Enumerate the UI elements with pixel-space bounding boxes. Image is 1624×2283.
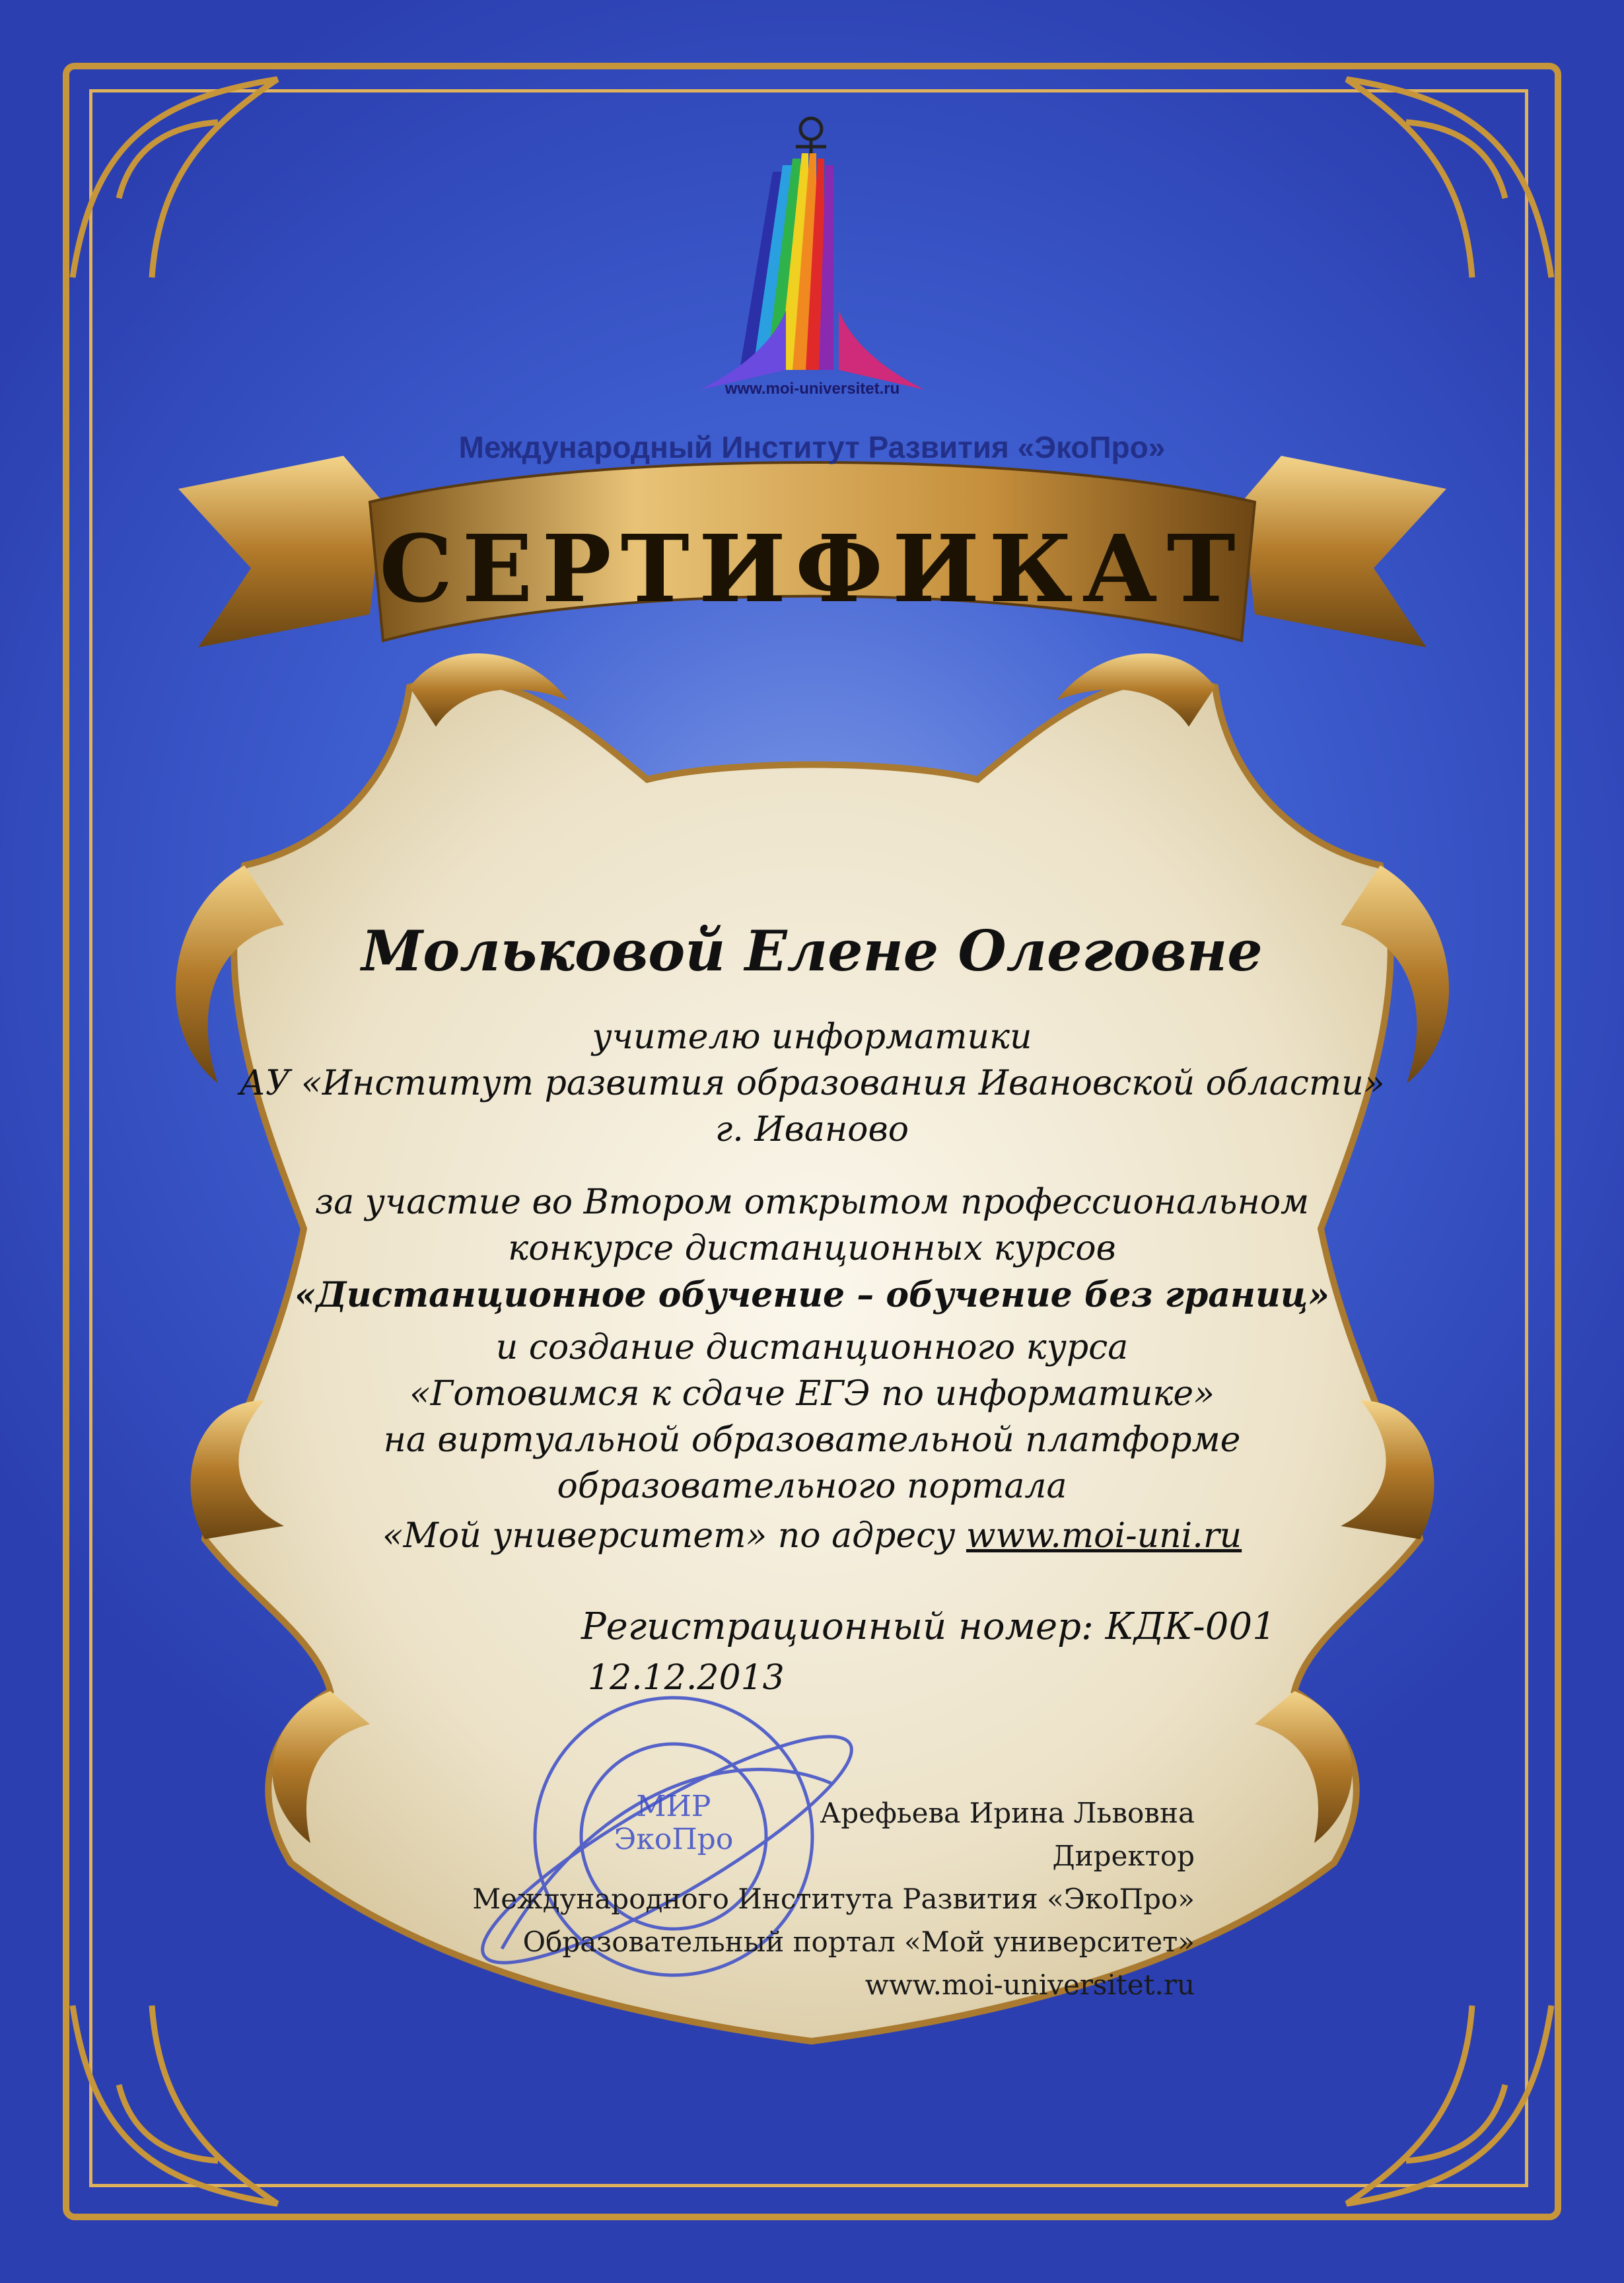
recipient-organization: АУ «Институт развития образования Ивановской области» <box>239 1064 1385 1103</box>
signatory-portal: Образовательный портал «Мой университет» <box>522 1926 1195 1958</box>
institute-name: Международный Институт Развития «ЭкоПро» <box>458 430 1166 464</box>
corner-flourish-bottom-left <box>73 2006 277 2204</box>
body-line-1: за участие во Втором открытом профессиональном <box>314 1182 1310 1222</box>
corner-flourish-top-left <box>73 79 277 277</box>
signatory-url: www.moi-universitet.ru <box>865 1969 1195 2001</box>
body-line-6: на виртуальной образовательной платформе <box>383 1420 1241 1460</box>
portal-link[interactable]: www.moi-uni.ru <box>966 1516 1242 1556</box>
logo-url: www.moi-universitet.ru <box>724 380 900 398</box>
corner-flourish-bottom-right <box>1347 2006 1551 2204</box>
recipient-city: г. Иваново <box>715 1110 909 1149</box>
body-line-8 <box>0 1516 1624 1556</box>
body-line-2: конкурсе дистанционных курсов <box>508 1229 1116 1268</box>
recipient-position: учителю информатики <box>592 1017 1032 1057</box>
body-line-7: образовательного портала <box>557 1467 1067 1506</box>
stamp-center-line-2: ЭкоПро <box>614 1823 734 1856</box>
signatory-name: Арефьева Ирина Львовна <box>820 1797 1195 1829</box>
institute-logo <box>700 118 925 390</box>
corner-flourish-top-right <box>1347 79 1551 277</box>
signatory-role: Директор <box>1052 1840 1195 1872</box>
stamp-text <box>608 1790 740 1856</box>
contest-name: «Дистанционное обучение – обучение без границ» <box>294 1275 1330 1315</box>
portal-address-text: «Мой университет» по адресу <box>382 1516 966 1556</box>
issue-date: 12.12.2013 <box>588 1658 785 1698</box>
recipient-name: Мольковой Елене Олеговне <box>361 918 1263 984</box>
stamp-center-line-1: МИР <box>636 1790 711 1823</box>
registration-number: Регистрационный номер: КДК-001 <box>581 1605 1276 1648</box>
body-line-4: и создание дистанционного курса <box>495 1328 1129 1367</box>
signatory-organization: Международного Института Развития «ЭкоПро» <box>472 1883 1195 1915</box>
course-name: «Готовимся к сдаче ЕГЭ по информатике» <box>409 1374 1215 1414</box>
certificate-title: СЕРТИФИКАТ <box>379 515 1245 624</box>
